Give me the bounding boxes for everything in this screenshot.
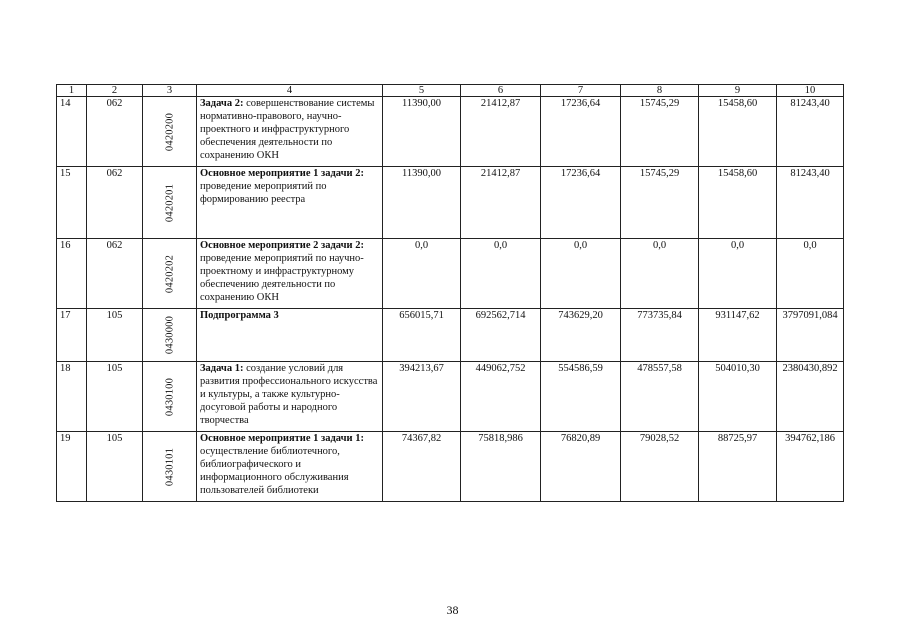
header-cell: 4 [197,85,383,97]
description-bold: Основное мероприятие 1 задачи 2: [200,168,364,179]
description-bold: Задача 1: [200,363,244,374]
description-bold: Основное мероприятие 2 задачи 2: [200,240,364,251]
table-row [57,97,844,167]
value-col5: 394213,67 [383,362,461,432]
value-col9: 0,0 [699,239,777,309]
budget-code: 0420200 [164,112,175,151]
description [197,239,383,309]
value-col9: 931147,62 [699,309,777,362]
value-col6: 449062,752 [461,362,541,432]
description-text: осуществление библиотечного, библиографического и информационного обслуживания пользователей библиотеки [200,446,349,496]
budget-table [56,84,844,502]
description-bold: Подпрограмма 3 [200,310,279,321]
value-col8: 79028,52 [621,432,699,502]
header-cell: 6 [461,85,541,97]
description [197,309,383,362]
header-cell: 8 [621,85,699,97]
table-row [57,167,844,239]
value-col6: 21412,87 [461,167,541,239]
grbs-code: 105 [87,362,143,432]
description [197,362,383,432]
description-text: проведение мероприятий по научно-проектному и инфраструктурному обеспечению деятельности по сохранению ОКН [200,253,364,303]
header-cell: 2 [87,85,143,97]
value-col8: 478557,58 [621,362,699,432]
value-col7: 554586,59 [541,362,621,432]
description-text: проведение мероприятий по формированию реестра [200,181,327,205]
value-col7: 76820,89 [541,432,621,502]
table-row [57,362,844,432]
value-col7: 0,0 [541,239,621,309]
description-bold: Основное мероприятие 1 задачи 1: [200,433,364,444]
value-col5: 0,0 [383,239,461,309]
value-col6: 692562,714 [461,309,541,362]
budget-code-cell [143,239,197,309]
row-number: 15 [57,167,87,239]
value-col6: 75818,986 [461,432,541,502]
header-row [57,85,844,97]
table-row [57,239,844,309]
value-col10: 81243,40 [777,97,844,167]
header-cell: 7 [541,85,621,97]
description [197,432,383,502]
value-col5: 656015,71 [383,309,461,362]
value-col10: 3797091,084 [777,309,844,362]
row-number: 16 [57,239,87,309]
row-number: 17 [57,309,87,362]
budget-code: 0430100 [164,377,175,416]
value-col8: 0,0 [621,239,699,309]
header-cell: 5 [383,85,461,97]
value-col8: 15745,29 [621,97,699,167]
budget-code: 0420202 [164,254,175,293]
budget-code-cell [143,167,197,239]
grbs-code: 062 [87,97,143,167]
value-col5: 74367,82 [383,432,461,502]
value-col6: 0,0 [461,239,541,309]
description-text: совершенствование системы нормативно-правового, научно-проектного и инфраструктурного обеспечения деятельности по сохранению ОКН [200,98,375,161]
budget-code: 0430101 [164,447,175,486]
header-cell: 3 [143,85,197,97]
value-col8: 15745,29 [621,167,699,239]
value-col9: 88725,97 [699,432,777,502]
value-col10: 0,0 [777,239,844,309]
budget-code-cell [143,432,197,502]
budget-code: 0430000 [164,315,175,355]
value-col7: 17236,64 [541,167,621,239]
grbs-code: 062 [87,239,143,309]
value-col7: 743629,20 [541,309,621,362]
header-cell: 10 [777,85,844,97]
grbs-code: 105 [87,309,143,362]
value-col5: 11390,00 [383,167,461,239]
description [197,167,383,239]
budget-code: 0420201 [164,183,175,222]
value-col8: 773735,84 [621,309,699,362]
budget-code-cell [143,97,197,167]
value-col7: 17236,64 [541,97,621,167]
header-cell: 9 [699,85,777,97]
value-col10: 394762,186 [777,432,844,502]
page-number: 38 [446,603,459,617]
grbs-code: 105 [87,432,143,502]
header-cell: 1 [57,85,87,97]
value-col9: 504010,30 [699,362,777,432]
value-col10: 2380430,892 [777,362,844,432]
description-bold: Задача 2: [200,98,244,109]
value-col6: 21412,87 [461,97,541,167]
value-col9: 15458,60 [699,97,777,167]
description [197,97,383,167]
value-col5: 11390,00 [383,97,461,167]
value-col9: 15458,60 [699,167,777,239]
table-row [57,432,844,502]
row-number: 18 [57,362,87,432]
budget-code-cell [143,309,197,362]
grbs-code: 062 [87,167,143,239]
budget-code-cell [143,362,197,432]
description-text: создание условий для развития профессионального искусства и культуры, а также культурно-досуговой работы и народного творчества [200,363,378,426]
row-number: 19 [57,432,87,502]
row-number: 14 [57,97,87,167]
value-col10: 81243,40 [777,167,844,239]
table-row [57,309,844,362]
